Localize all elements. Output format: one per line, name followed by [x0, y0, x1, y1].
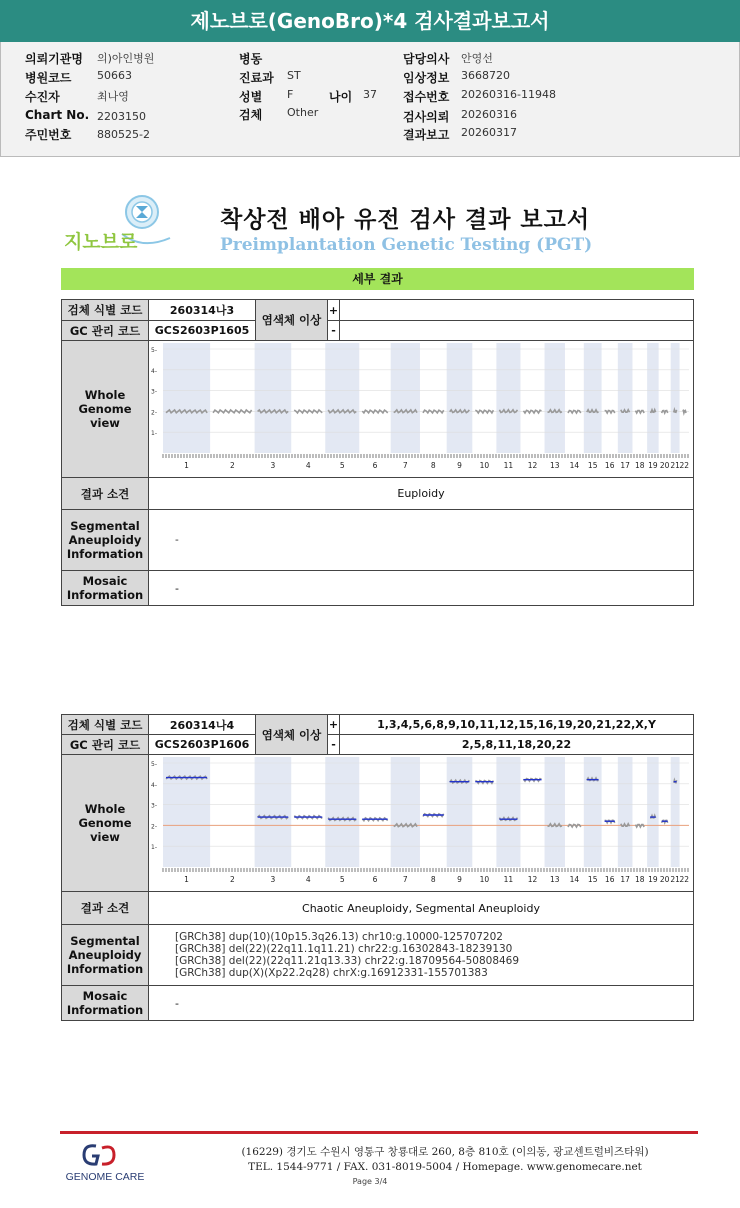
report-header-title: 제노브로(GenoBro)*4 검사결과보고서 — [0, 0, 740, 42]
x-tick-label: 19 — [648, 875, 658, 884]
chromosome-band — [255, 343, 292, 453]
whole-genome-header — [62, 341, 149, 478]
sample-id-value: 260314나4 — [149, 715, 256, 735]
x-tick-label: 13 — [549, 875, 560, 884]
x-tick-label: 2 — [229, 461, 235, 470]
y-tick-label: 1- — [151, 430, 157, 438]
y-tick-label: 5- — [151, 347, 157, 354]
chromosome-band — [671, 343, 680, 453]
segmental-label-3: Information — [66, 962, 144, 976]
x-tick-label: 16 — [604, 875, 615, 884]
x-tick-label: 14 — [569, 461, 580, 470]
report-subtitle: Preimplantation Genetic Testing (PGT) — [220, 235, 593, 255]
x-tick-label: 12 — [527, 875, 538, 884]
x-tick-label: 19 — [648, 461, 658, 470]
chromosome-band — [447, 757, 473, 867]
segmental-line: [GRCh38] dup(X)(Xp22.2q28) chrX:g.16912331-155701383 — [175, 967, 488, 979]
y-tick-label: 1- — [151, 844, 157, 852]
chrom-abn-header: 염색체 이상 — [256, 300, 328, 341]
hospital-label: 의뢰기관명 — [25, 52, 83, 66]
x-tick-label: 6 — [372, 461, 378, 470]
chromosome-band — [584, 343, 602, 453]
chromosome-band — [496, 343, 520, 453]
copy-number-points — [423, 410, 444, 413]
chromosome-band — [255, 757, 292, 867]
copy-number-points — [587, 410, 599, 413]
segmental-line: - — [175, 534, 179, 546]
chrom-abn-header: 염색체 이상 — [256, 715, 328, 755]
age-value: 37 — [363, 88, 377, 101]
chromosome-band — [325, 757, 359, 867]
chromosome-band — [584, 757, 602, 867]
segmental-label-2: Aneuploidy — [68, 948, 142, 962]
hospital-value: 의)아인병원 — [97, 52, 155, 65]
chromosome-band — [618, 757, 633, 867]
mosaic-label-1: Mosaic — [82, 574, 128, 588]
logo-text: 지노브로 — [64, 231, 138, 253]
age-label: 나이 — [329, 90, 353, 104]
copy-number-points — [213, 410, 252, 413]
loss-sign: - — [328, 735, 340, 755]
segmental-label-1: Segmental — [70, 519, 140, 533]
sample-id-header: 검체 식별 코드 — [62, 715, 149, 735]
result-header: 결과 소견 — [62, 478, 149, 510]
whole-genome-label-3: view — [90, 416, 120, 430]
segmental-line: [GRCh38] dup(10)(10p15.3q26.13) chr10:g.10000-125707202 — [175, 931, 503, 943]
x-tick-label: 5 — [339, 875, 345, 884]
x-tick-label: 21 — [670, 875, 680, 884]
x-tick-label: 20 — [659, 875, 670, 884]
examinee-label: 수진자 — [25, 90, 60, 104]
rrn-label: 주민번호 — [25, 128, 72, 142]
gc-code-value: GCS2603P1606 — [149, 735, 256, 755]
gc-code-header: GC 관리 코드 — [62, 735, 149, 755]
sample-id-header: 검체 식별 코드 — [62, 300, 149, 321]
x-tick-label: 10 — [479, 461, 490, 470]
loss-chromosomes — [340, 321, 694, 341]
y-tick-label: 2- — [151, 823, 157, 831]
x-tick-label: 1 — [184, 461, 189, 470]
x-tick-label: 17 — [620, 461, 630, 470]
chromosome-band — [163, 343, 210, 453]
segmental-label-3: Information — [66, 547, 144, 561]
ward-label: 병동 — [239, 52, 263, 66]
x-tick-label: 3 — [270, 875, 276, 884]
chromosome-band — [496, 757, 520, 867]
segmental-line: [GRCh38] del(22)(22q11.1q11.21) chr22:g.16302843-18239130 — [175, 943, 513, 955]
chromosome-band — [647, 343, 659, 453]
copy-number-points — [662, 411, 668, 414]
x-tick-label: 15 — [587, 875, 598, 884]
segmental-label-2: Aneuploidy — [68, 533, 142, 547]
x-tick-label: 22 — [679, 875, 690, 884]
chromosome-band — [163, 757, 210, 867]
y-tick-label: 2- — [151, 409, 157, 417]
whole-genome-plot — [149, 341, 693, 474]
x-tick-label: 16 — [604, 461, 615, 470]
x-tick-label: 4 — [305, 461, 311, 470]
whole-genome-label-1: Whole — [84, 802, 126, 816]
x-tick-label: 21 — [670, 461, 680, 470]
result-header: 결과 소견 — [62, 892, 149, 925]
department-label: 진료과 — [239, 71, 274, 85]
y-tick-label: 4- — [151, 367, 157, 375]
gain-chromosomes — [340, 300, 694, 321]
sample-id-value: 260314나3 — [149, 300, 256, 321]
footer-contact: TEL. 1544-9771 / FAX. 031-8019-5004 / Homepage. www.genomecare.net — [248, 1161, 642, 1173]
clinical-info-label: 임상정보 — [403, 71, 450, 85]
x-tick-label: 9 — [457, 461, 462, 470]
segmental-header — [62, 925, 149, 986]
report-date-label: 결과보고 — [403, 128, 450, 142]
y-tick-label: 3- — [151, 388, 157, 396]
examinee-value: 최나영 — [97, 90, 129, 103]
x-tick-label: 2 — [229, 875, 235, 884]
x-tick-label: 18 — [635, 461, 645, 470]
result-value: Euploidy — [149, 478, 694, 510]
genome-care-logo — [58, 1140, 153, 1185]
loss-chromosomes: 2,5,8,11,18,20,22 — [340, 735, 694, 755]
specimen-value: Other — [287, 106, 319, 119]
loss-sign: - — [328, 321, 340, 341]
x-tick-label: 8 — [430, 875, 436, 884]
mosaic-label-1: Mosaic — [82, 989, 128, 1003]
x-tick-label: 11 — [503, 461, 514, 470]
chromosome-band — [618, 343, 633, 453]
request-date-value: 20260316 — [461, 108, 517, 121]
copy-number-points — [362, 410, 387, 413]
mosaic-info: - — [149, 986, 694, 1021]
request-date-label: 검사의뢰 — [403, 110, 450, 124]
receipt-no-label: 접수번호 — [403, 90, 450, 104]
sex-value: F — [287, 88, 294, 101]
copy-number-points — [636, 411, 645, 413]
chromosome-band — [391, 343, 420, 453]
department-value: ST — [287, 69, 301, 82]
doctor-value: 안영선 — [461, 52, 493, 65]
x-tick-label: 3 — [270, 461, 276, 470]
copy-number-points — [524, 410, 542, 413]
x-tick-label: 17 — [620, 875, 630, 884]
copy-number-points — [475, 410, 493, 413]
mosaic-header — [62, 986, 149, 1021]
report-title: 착상전 배아 유전 검사 결과 보고서 — [220, 207, 591, 233]
chart-no-value: 2203150 — [97, 110, 146, 123]
whole-genome-plot — [149, 755, 693, 888]
whole-genome-label-1: Whole — [84, 388, 126, 402]
chromosome-band — [671, 757, 680, 867]
whole-genome-label-2: Genome — [78, 402, 132, 416]
x-tick-label: 4 — [305, 875, 311, 884]
x-tick-label: 22 — [679, 461, 690, 470]
gain-sign: + — [328, 715, 340, 735]
gain-chromosomes: 1,3,4,5,6,8,9,10,11,12,15,16,19,20,21,22,X,Y — [340, 715, 694, 735]
x-tick-label: 7 — [402, 461, 408, 470]
patient-info-panel — [0, 42, 740, 157]
x-tick-label: 15 — [587, 461, 598, 470]
footer-address: (16229) 경기도 수원시 영통구 창룡대로 260, 8층 810호 (이의동, 광교센트럴비즈타워) — [241, 1146, 649, 1158]
mosaic-label-2: Information — [66, 588, 144, 602]
clinical-info-value: 3668720 — [461, 69, 510, 82]
whole-genome-label-2: Genome — [78, 816, 132, 830]
x-tick-label: 1 — [184, 875, 189, 884]
chromosome-band — [545, 757, 565, 867]
segmental-label-1: Segmental — [70, 934, 140, 948]
x-tick-label: 11 — [503, 875, 514, 884]
segmental-info — [149, 510, 694, 571]
receipt-no-value: 20260316-11948 — [461, 88, 556, 101]
segmental-info — [149, 925, 694, 986]
mosaic-header — [62, 571, 149, 606]
chromosome-band — [647, 757, 659, 867]
x-tick-label: 7 — [402, 875, 408, 884]
report-date-value: 20260317 — [461, 126, 517, 139]
sample-result-table-1 — [61, 299, 694, 606]
x-tick-label: 6 — [372, 875, 378, 884]
copy-number-points — [674, 410, 677, 413]
gc-code-header: GC 관리 코드 — [62, 321, 149, 341]
section-title: 세부 결과 — [61, 268, 694, 290]
specimen-label: 검체 — [239, 108, 263, 122]
y-tick-label: 4- — [151, 781, 157, 789]
copy-number-points — [294, 410, 322, 413]
x-tick-label: 14 — [569, 875, 580, 884]
x-tick-label: 9 — [457, 875, 462, 884]
y-tick-label: 5- — [151, 761, 157, 768]
result-value: Chaotic Aneuploidy, Segmental Aneuploidy — [149, 892, 694, 925]
x-tick-label: 10 — [479, 875, 490, 884]
sex-label: 성별 — [239, 90, 263, 104]
whole-genome-label-3: view — [90, 830, 120, 844]
chromosome-band — [447, 343, 473, 453]
hospital-code-label: 병원코드 — [25, 71, 72, 85]
mosaic-info: - — [149, 571, 694, 606]
page-number: Page 3/4 — [352, 1177, 388, 1186]
chart-no-label: Chart No. — [25, 108, 90, 122]
chromosome-band — [325, 343, 359, 453]
genobro-logo — [62, 190, 177, 258]
whole-genome-header — [62, 755, 149, 892]
x-tick-label: 5 — [339, 461, 345, 470]
gain-sign: + — [328, 300, 340, 321]
copy-number-points — [568, 410, 581, 413]
genome-plot-cell — [149, 755, 694, 892]
segmental-line: [GRCh38] del(22)(22q11.21q13.33) chr22:g.18709564-50808469 — [175, 955, 520, 967]
hospital-code-value: 50663 — [97, 69, 132, 82]
footer-divider — [60, 1131, 698, 1134]
chromosome-band — [545, 343, 565, 453]
footer-address-block — [190, 1145, 700, 1175]
rrn-value: 880525-2 — [97, 128, 150, 141]
footer-company: GENOME CARE — [65, 1171, 145, 1183]
x-tick-label: 13 — [549, 461, 560, 470]
gc-code-value: GCS2603P1605 — [149, 321, 256, 341]
x-tick-label: 8 — [430, 461, 436, 470]
copy-number-points — [683, 410, 686, 413]
sample-result-table-2 — [61, 714, 694, 1021]
copy-number-points — [605, 411, 615, 414]
y-tick-label: 3- — [151, 802, 157, 810]
mosaic-label-2: Information — [66, 1003, 144, 1017]
doctor-label: 담당의사 — [403, 52, 450, 66]
x-tick-label: 12 — [527, 461, 538, 470]
x-tick-label: 20 — [659, 461, 670, 470]
chromosome-band — [391, 757, 420, 867]
genome-plot-cell — [149, 341, 694, 478]
x-tick-label: 18 — [635, 875, 645, 884]
segmental-header — [62, 510, 149, 571]
